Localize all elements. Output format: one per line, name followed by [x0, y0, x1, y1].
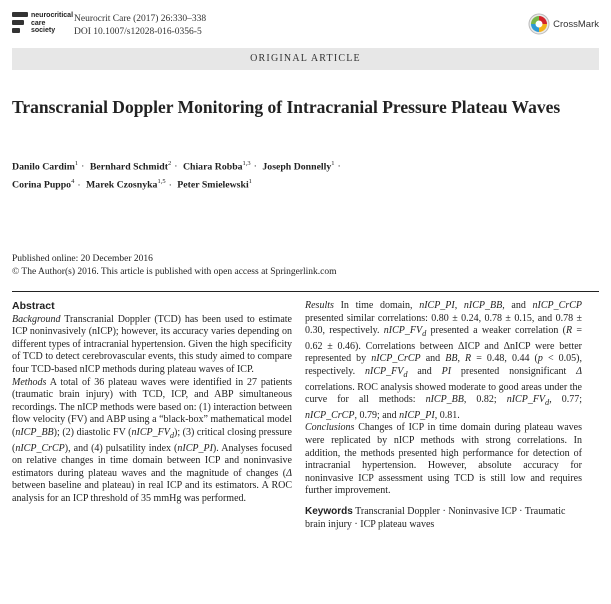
abstract-methods: Methods A total of 36 plateau waves were identified in 27 patients (traumatic brain injury) with TCD, ICP, and ABP simultaneous recordings. The nICP methods were based on: (1) interaction between flow velocity (FV) and ABP using a “black-box” mathematical model (nICP_BB); (2) diastolic FV $(nICP\_FV_d)$; (3) critical closing pressure (nICP_CrCP), and (4) pulsatility index (nICP_PI). Analyses focused on relative changes in time domain between ICP and noninvasive estimators during plateau waves and the magnitude of changes (Δ between baseline and plateau) in real ICP and its estimators. A ROC analysis for an ICP threshold of 35 mmHg was performed. [12, 376, 292, 504]
abstract-conclusions: Conclusions Changes of ICP in time domain during plateau waves were replicated by nICP methods with strong correlations. In addition, the methods presented high performance for detection of intracranial hypertension. However, absolute accuracy for noninvasive ICP assessment using TCD is still low and requires further improvement. [305, 422, 582, 497]
journal-line: Neurocrit Care (2017) 26:330–338 [74, 14, 207, 24]
keywords: Keywords Transcranial Doppler · Noninvasive ICP · Traumatic brain injury · ICP plateau waves [305, 505, 566, 530]
author-name[interactable]: Chiara Robba [182, 161, 243, 173]
crossmark-label: CrossMark [553, 18, 599, 30]
society-logo [12, 12, 73, 35]
author-name[interactable]: Corina Puppo [12, 179, 72, 191]
author-list: Danilo Cardim$^1$ · Bernhard Schmidt$^2$ · Chiara Robba$^{1,3}$ · Joseph Donnelly$^1$ · Corina Puppo$^4$ · Marek Czosnyka$^{1,5}$ · Peter Smielewski$^1$ [12, 160, 341, 191]
article-type-banner: ORIGINAL ARTICLE [12, 48, 599, 70]
author-affiliation: 2 [167, 160, 172, 167]
abstract-right-column [305, 300, 582, 531]
author-affiliation: 4 [71, 178, 75, 186]
publication-info [12, 253, 337, 278]
article-title: Transcranial Doppler Monitoring of Intracranial Pressure Plateau Waves [12, 97, 561, 117]
abstract-heading: Abstract [12, 300, 55, 312]
section-divider [12, 291, 599, 292]
author-affiliation: 1 [74, 160, 79, 167]
article-header [12, 12, 599, 42]
author-name[interactable]: Peter Smielewski [177, 179, 249, 191]
abstract-left-column [12, 300, 292, 506]
crossmark-icon [528, 13, 550, 35]
author-affiliation: 1,3 [242, 160, 251, 167]
copyright-notice: © The Author(s) 2016. This article is published with open access at Springerlink.com [12, 266, 337, 277]
crossmark-badge[interactable] [528, 13, 599, 35]
published-online-date: Published online: 20 December 2016 [12, 254, 153, 264]
author-affiliation: 1 [248, 178, 252, 186]
abstract-results: Results In time domain, nICP_PI, nICP_BB, and nICP_CrCP presented similar correlations: 0.80 ± 0.24, 0.78 ± 0.15, and 0.78 ± 0.30, respectively. $nICP\_FV_d$ presented a weaker correlation (R = 0.62 ± 0.46). Correlations between ΔICP and ΔnICP were better represented by nICP_CrCP and BB, R = 0.48, 0.44 (p < 0.05), respectively. $nICP\_FV_d$ and PI presented nonsignificant Δ correlations. ROC analysis showed moderate to good areas under the curve for all methods: nICP_BB, 0.82; $nICP\_FV_d$, 0.77; nICP_CrCP, 0.79; and nICP_PI, 0.81. [305, 300, 583, 421]
society-logo-icon [12, 12, 28, 34]
abstract-background: Background Transcranial Doppler (TCD) has been used to estimate ICP noninvasively (nICP); however, its accuracy varies depending on different types of intracranial hypertension. Given the high specificity of TCD to detect cerebrovascular events, this study aimed to compare four TCD-based nICP methods during plateau waves of ICP. [12, 313, 292, 375]
author-name[interactable]: Marek Czosnyka [86, 179, 158, 191]
author-name[interactable]: Joseph Donnelly [262, 161, 332, 173]
author-name[interactable]: Bernhard Schmidt [89, 161, 168, 173]
author-name[interactable]: Danilo Cardim [12, 161, 75, 173]
journal-citation [74, 13, 206, 39]
author-affiliation: 1 [331, 160, 335, 167]
doi-link[interactable]: DOI 10.1007/s12028-016-0356-5 [74, 27, 202, 37]
author-affiliation: 1,5 [157, 178, 166, 186]
society-logo-text: neurocritical care society [31, 12, 74, 34]
